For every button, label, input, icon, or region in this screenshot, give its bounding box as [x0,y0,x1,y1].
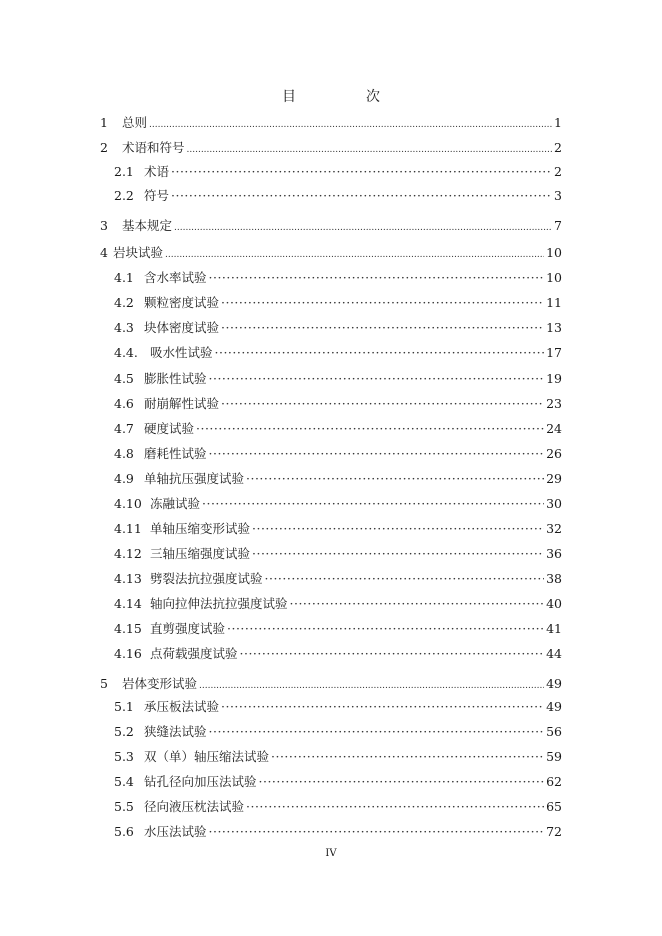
toc-entry[interactable] [114,187,562,205]
entry-label: 直剪强度试验 [150,621,226,636]
toc-entry[interactable] [100,675,562,693]
dot-leader [271,748,544,766]
entry-number: 4.11 [114,521,142,536]
toc-entry[interactable] [114,798,562,816]
entry-page: 19 [546,371,562,386]
dot-leader [149,116,552,134]
dot-leader [252,520,544,538]
dot-leader [171,163,552,181]
entry-number: 4.12 [114,546,142,561]
entry-page: 13 [546,320,562,335]
entry-label: 岩体变形试验 [122,676,198,691]
dot-leader [165,246,544,264]
entry-label: 岩块试验 [113,245,164,260]
dot-leader [227,620,544,638]
toc-entry[interactable] [114,620,562,638]
entry-label: 狭缝法试验 [144,724,207,739]
dot-leader [187,141,553,159]
entry-number: 5.6 [114,824,134,839]
entry-number: 5.3 [114,749,134,764]
dot-leader [215,344,545,362]
entry-number: 4.8 [114,446,134,461]
entry-page: 23 [546,396,562,411]
entry-label: 块体密度试验 [144,320,220,335]
dot-leader [246,798,544,816]
entry-number: 4.6 [114,396,134,411]
entry-number: 5.2 [114,724,134,739]
dot-leader [209,723,545,741]
entry-label: 颗粒密度试验 [144,295,220,310]
toc-entry[interactable] [100,139,562,157]
entry-page: 49 [546,676,562,691]
entry-number: 4.7 [114,421,134,436]
entry-page: 3 [554,188,562,203]
dot-leader [252,545,544,563]
entry-label: 三轴压缩强度试验 [150,546,251,561]
toc-entry[interactable] [114,319,562,337]
entry-label: 膨胀性试验 [144,371,207,386]
entry-label: 硬度试验 [144,421,195,436]
entry-number: 5.1 [114,699,134,714]
toc-entry[interactable] [114,420,562,438]
entry-page: 7 [554,218,562,233]
toc-entry[interactable] [114,269,562,287]
dot-leader [221,294,544,312]
dot-leader [209,823,545,841]
entry-label: 单轴抗压强度试验 [144,471,245,486]
entry-page: 26 [546,446,562,461]
entry-label: 单轴压缩变形试验 [150,521,251,536]
toc-entry[interactable] [114,545,562,563]
entry-page: 56 [546,724,562,739]
page-title: 目 次 [282,89,408,105]
entry-number: 5.4 [114,774,134,789]
toc-entry[interactable] [100,244,562,262]
dot-leader [171,187,552,205]
entry-label: 轴向拉伸法抗拉强度试验 [150,596,288,611]
toc-entry[interactable] [114,163,562,181]
entry-number: 4.9 [114,471,134,486]
entry-label: 冻融试验 [150,496,201,511]
dot-leader [290,595,545,613]
entry-page: 10 [546,245,562,260]
entry-page: 72 [546,824,562,839]
toc-entry[interactable] [114,723,562,741]
entry-number: 4.14 [114,596,142,611]
entry-label: 承压板法试验 [144,699,220,714]
entry-page: 10 [546,270,562,285]
entry-label: 含水率试验 [144,270,207,285]
entry-label: 吸水性试验 [150,345,213,360]
dot-leader [209,370,545,388]
toc-entry[interactable] [114,445,562,463]
entry-label: 径向液压枕法试验 [144,799,245,814]
entry-page: 17 [546,345,562,360]
entry-page: 30 [546,496,562,511]
dot-leader [240,645,545,663]
entry-page: 40 [546,596,562,611]
entry-label: 双（单）轴压缩法试验 [144,749,270,764]
entry-number: 3 [100,218,108,233]
dot-leader [209,269,545,287]
toc-entry[interactable] [114,470,562,488]
entry-page: 41 [546,621,562,636]
entry-label: 术语 [144,164,170,179]
toc-entry[interactable] [114,520,562,538]
entry-page: 1 [554,115,562,130]
dot-leader [246,470,544,488]
entry-label: 术语和符号 [122,140,185,155]
dot-leader [209,445,545,463]
entry-label: 水压法试验 [144,824,207,839]
dot-leader [221,395,544,413]
entry-page: 65 [546,799,562,814]
toc-entry[interactable] [114,645,562,663]
entry-label: 点荷载强度试验 [150,646,238,661]
entry-number: 4.10 [114,496,142,511]
entry-number: 4.1 [114,270,134,285]
entry-number: 2 [100,140,108,155]
toc-entry[interactable] [114,698,562,716]
dot-leader [221,698,544,716]
dot-leader [265,570,545,588]
dot-leader [199,677,544,695]
entry-number: 5 [100,676,108,691]
entry-number: 4 [100,245,108,260]
entry-number: 4.16 [114,646,142,661]
entry-page: 44 [546,646,562,661]
entry-page: 32 [546,521,562,536]
entry-label: 劈裂法抗拉强度试验 [150,571,263,586]
entry-page: 2 [554,140,562,155]
entry-page: 62 [546,774,562,789]
dot-leader [174,219,552,237]
toc-entry[interactable] [114,395,562,413]
toc-entry[interactable] [114,748,562,766]
entry-number: 5.5 [114,799,134,814]
entry-number: 4.4. [114,345,138,360]
entry-number: 4.2 [114,295,134,310]
toc-entry[interactable] [114,370,562,388]
page-number-footer: IV [325,848,337,859]
toc-entry[interactable] [100,114,562,132]
entry-number: 4.5 [114,371,134,386]
entry-page: 59 [546,749,562,764]
entry-number: 4.13 [114,571,142,586]
toc-entry[interactable] [100,217,562,235]
entry-page: 2 [554,164,562,179]
entry-number: 4.15 [114,621,142,636]
entry-page: 36 [546,546,562,561]
dot-leader [202,495,544,513]
toc-entry[interactable] [114,344,562,362]
entry-label: 钻孔径向加压法试验 [144,774,257,789]
entry-page: 11 [546,295,562,310]
dot-leader [221,319,544,337]
entry-page: 38 [546,571,562,586]
entry-number: 2.2 [114,188,134,203]
toc-entry[interactable] [114,294,562,312]
toc-entry[interactable] [114,595,562,613]
entry-label: 符号 [144,188,170,203]
entry-label: 总则 [122,115,148,130]
entry-label: 基本规定 [122,218,173,233]
toc-entry[interactable] [114,823,562,841]
entry-label: 磨耗性试验 [144,446,207,461]
entry-page: 29 [546,471,562,486]
entry-number: 2.1 [114,164,134,179]
dot-leader [259,773,545,791]
entry-page: 24 [546,421,562,436]
dot-leader [196,420,544,438]
entry-label: 耐崩解性试验 [144,396,220,411]
toc-entry[interactable] [114,495,562,513]
toc-entry[interactable] [114,773,562,791]
entry-page: 49 [546,699,562,714]
entry-number: 1 [100,115,108,130]
entry-number: 4.3 [114,320,134,335]
toc-entry[interactable] [114,570,562,588]
